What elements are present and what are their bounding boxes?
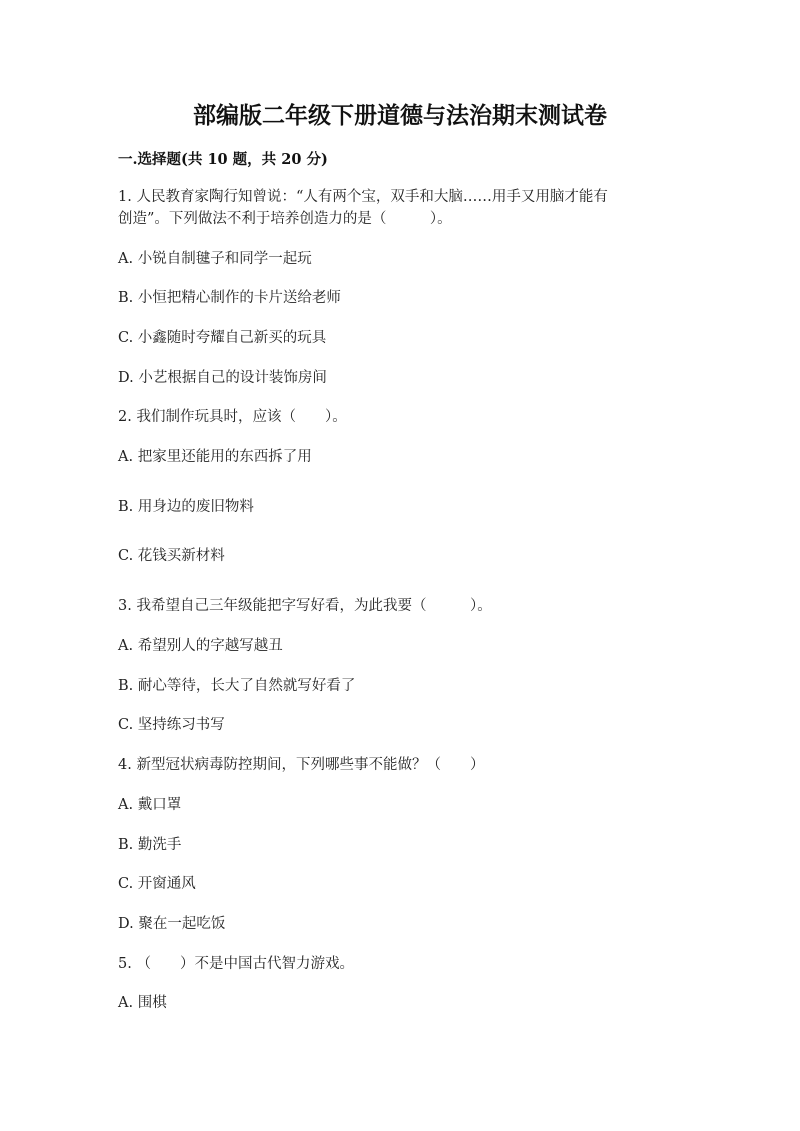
question-3-option-b: B. 耐心等待，长大了自然就写好看了	[118, 678, 356, 694]
question-1-stem-line-1: 1. 人民教育家陶行知曾说：“人有两个宝，双手和大脑……用手又用脑才能有	[118, 189, 608, 205]
question-2-option-b: B. 用身边的废旧物料	[118, 499, 254, 515]
question-4-option-a: A. 戴口罩	[118, 797, 182, 813]
question-1-stem-line-2: 创造”。下列做法不利于培养创造力的是（ ）。	[118, 211, 452, 227]
question-4-option-d: D. 聚在一起吃饭	[118, 916, 226, 932]
question-4-stem: 4. 新型冠状病毒防控期间，下列哪些事不能做？（ ）	[118, 757, 485, 773]
section-heading: 一.选择题(共 10 题，共 20 分)	[118, 151, 328, 168]
question-2-option-a: A. 把家里还能用的东西拆了用	[118, 449, 312, 465]
question-3-option-c: C. 坚持练习书写	[118, 717, 225, 733]
question-1-option-d: D. 小艺根据自己的设计装饰房间	[118, 370, 327, 386]
question-4-option-c: C. 开窗通风	[118, 876, 196, 892]
question-2-option-c: C. 花钱买新材料	[118, 548, 225, 564]
question-2-stem: 2. 我们制作玩具时，应该（ ）。	[118, 409, 347, 425]
question-1-option-a: A. 小锐自制毽子和同学一起玩	[118, 251, 312, 267]
document-title: 部编版二年级下册道德与法治期末测试卷	[193, 102, 607, 129]
question-4-option-b: B. 勤洗手	[118, 837, 182, 853]
question-5-stem: 5. （ ）不是中国古代智力游戏。	[118, 956, 354, 972]
question-1-option-c: C. 小鑫随时夸耀自己新买的玩具	[118, 330, 327, 346]
question-5-option-a: A. 围棋	[118, 995, 167, 1011]
question-3-option-a: A. 希望别人的字越写越丑	[118, 638, 283, 654]
question-3-stem: 3. 我希望自己三年级能把字写好看，为此我要（ ）。	[118, 598, 492, 614]
question-1-option-b: B. 小恒把精心制作的卡片送给老师	[118, 290, 341, 306]
